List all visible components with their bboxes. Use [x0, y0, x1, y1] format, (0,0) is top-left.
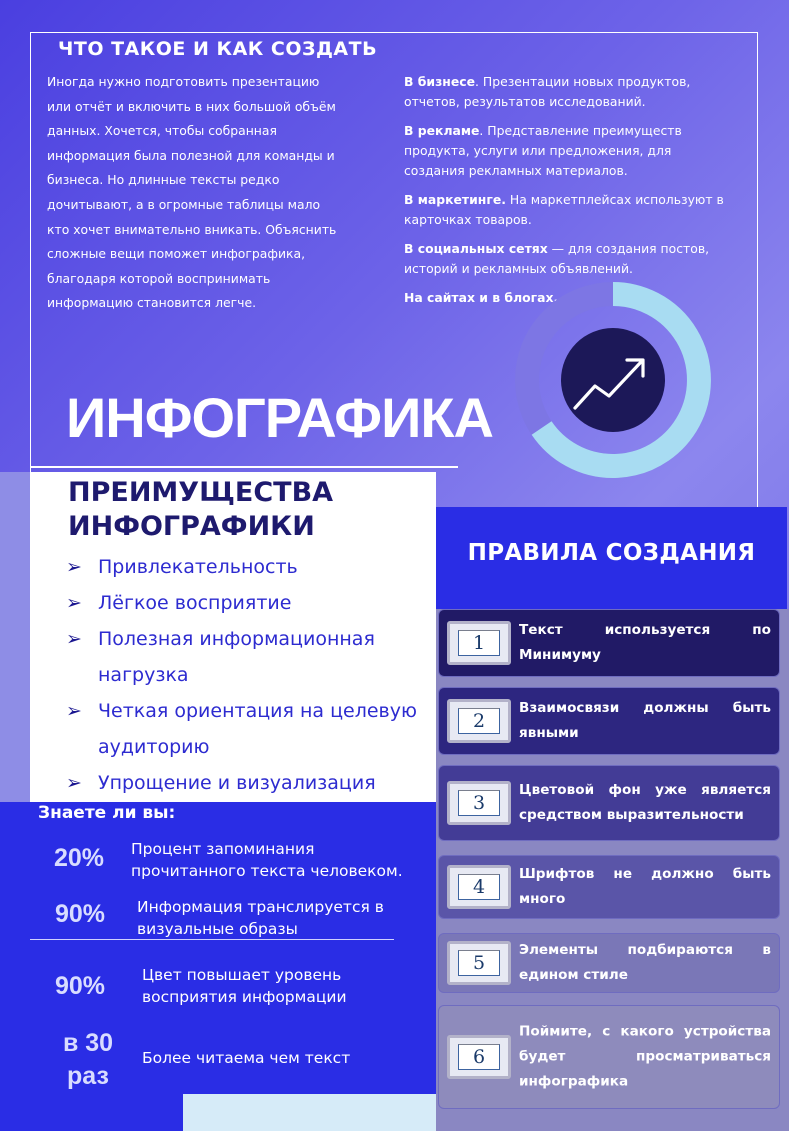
intro-line: информация была полезной для команды и — [47, 147, 335, 163]
advantages-title-line: ПРЕИМУЩЕСТВА — [68, 477, 334, 508]
advantages-list — [66, 549, 431, 801]
bottom-blue-strip — [0, 1094, 183, 1131]
list-item: ➢ Полезная информационная нагрузка — [66, 621, 431, 693]
intro-paragraph — [47, 70, 367, 316]
arrow-bullet-icon: ➢ — [66, 628, 82, 650]
fact-text: Процент запоминания прочитанного текста человеком. — [131, 840, 403, 880]
intro-line: сложные вещи поможет инфографика, — [47, 246, 306, 262]
intro-line: бизнеса. Но длинные тексты редко — [47, 172, 280, 188]
rule-text: Взаимосвязи должны быть явными — [519, 700, 771, 741]
intro-line: кто хочет внимательно вникать. Объяснить — [47, 221, 337, 237]
rule-item-3 — [438, 765, 780, 841]
ring-center — [561, 328, 665, 432]
section-title-what-and-how: ЧТО ТАКОЕ И КАК СОЗДАТЬ — [58, 38, 378, 60]
rule-number-badge: 5 — [447, 941, 511, 985]
advantages-title-line: ИНФОГРАФИКИ — [68, 511, 315, 542]
fact-text: Более читаема чем текст — [142, 1049, 351, 1067]
facts-left-strip — [0, 802, 30, 1094]
fact-value: 90% — [55, 900, 106, 928]
intro-line: информацию становится легче. — [47, 295, 257, 311]
fact-value: в 30 раз — [62, 1029, 114, 1090]
fact-text: Информация транслируется в визуальные образы — [137, 898, 384, 938]
title-underline — [30, 466, 458, 468]
infographic-main-title: ИНФОГРАФИКА — [66, 386, 493, 449]
intro-line: Иногда нужно подготовить презентацию — [47, 74, 320, 89]
rule-text: Текст используется по Минимуму — [519, 622, 771, 663]
list-item: ➢ Привлекательность — [66, 549, 431, 585]
bottom-pale-strip — [183, 1094, 436, 1131]
left-stripe — [0, 472, 30, 802]
arrow-bullet-icon: ➢ — [66, 592, 82, 614]
use-case-item: В социальных сетях — для создания постов, историй и рекламных объявлений. — [404, 241, 710, 276]
use-case-item: В бизнесе. Презентации новых продуктов, отчетов, результатов исследований. — [404, 74, 691, 109]
list-item: ➢ Упрощение и визуализация — [66, 765, 431, 801]
rule-text: Шрифтов не должно быть много — [519, 866, 771, 907]
rule-item-6 — [438, 1005, 780, 1109]
intro-line: данных. Хочется, чтобы собранная — [47, 123, 277, 139]
fact-value: 20% — [54, 844, 105, 872]
rule-number-badge: 3 — [447, 781, 511, 825]
rule-item-2 — [438, 687, 780, 755]
list-item: ➢ Лёгкое восприятие — [66, 585, 431, 621]
rule-text: Поймите, с какого устройства будет просматриваться инфографика — [519, 1023, 771, 1090]
rule-number-badge: 4 — [447, 865, 511, 909]
fact-text: Цвет повышает уровень восприятия информации — [142, 966, 347, 1006]
rule-number-badge: 1 — [447, 621, 511, 665]
fact-value: 90% — [55, 972, 106, 1000]
rule-item-1 — [438, 609, 780, 677]
use-case-item: На сайтах и в блогах. — [404, 290, 559, 305]
rule-number-badge: 2 — [447, 699, 511, 743]
arrow-bullet-icon: ➢ — [66, 700, 82, 722]
intro-line: благодаря которой воспринимать — [47, 270, 271, 286]
advantages-title — [68, 476, 333, 544]
rule-text: Цветовой фон уже является средством выразительности — [519, 782, 771, 823]
intro-line: дочитывают, а в огромные таблицы мало — [47, 196, 321, 212]
list-item: ➢ Четкая ориентация на целевую аудиторию — [66, 693, 431, 765]
rule-text: Элементы подбираются в едином стиле — [519, 942, 771, 983]
use-case-item: В маркетинге. На маркетплейсах используют в карточках товаров. — [404, 192, 724, 227]
rules-title: ПРАВИЛА СОЗДАНИЯ — [467, 540, 756, 566]
facts-title: Знаете ли вы: — [38, 803, 176, 823]
trend-ring-graphic — [513, 280, 713, 480]
use-case-item: В рекламе. Представление преимуществ продукта, услуги или предложения, для создания рекламных материалов. — [404, 123, 682, 178]
rule-number-badge: 6 — [447, 1035, 511, 1079]
rule-item-5 — [438, 933, 780, 993]
facts-divider — [30, 939, 394, 940]
arrow-bullet-icon: ➢ — [66, 772, 82, 794]
intro-line: или отчёт и включить в них большой объём — [47, 98, 336, 114]
arrow-bullet-icon: ➢ — [66, 556, 82, 578]
rule-item-4 — [438, 855, 780, 919]
